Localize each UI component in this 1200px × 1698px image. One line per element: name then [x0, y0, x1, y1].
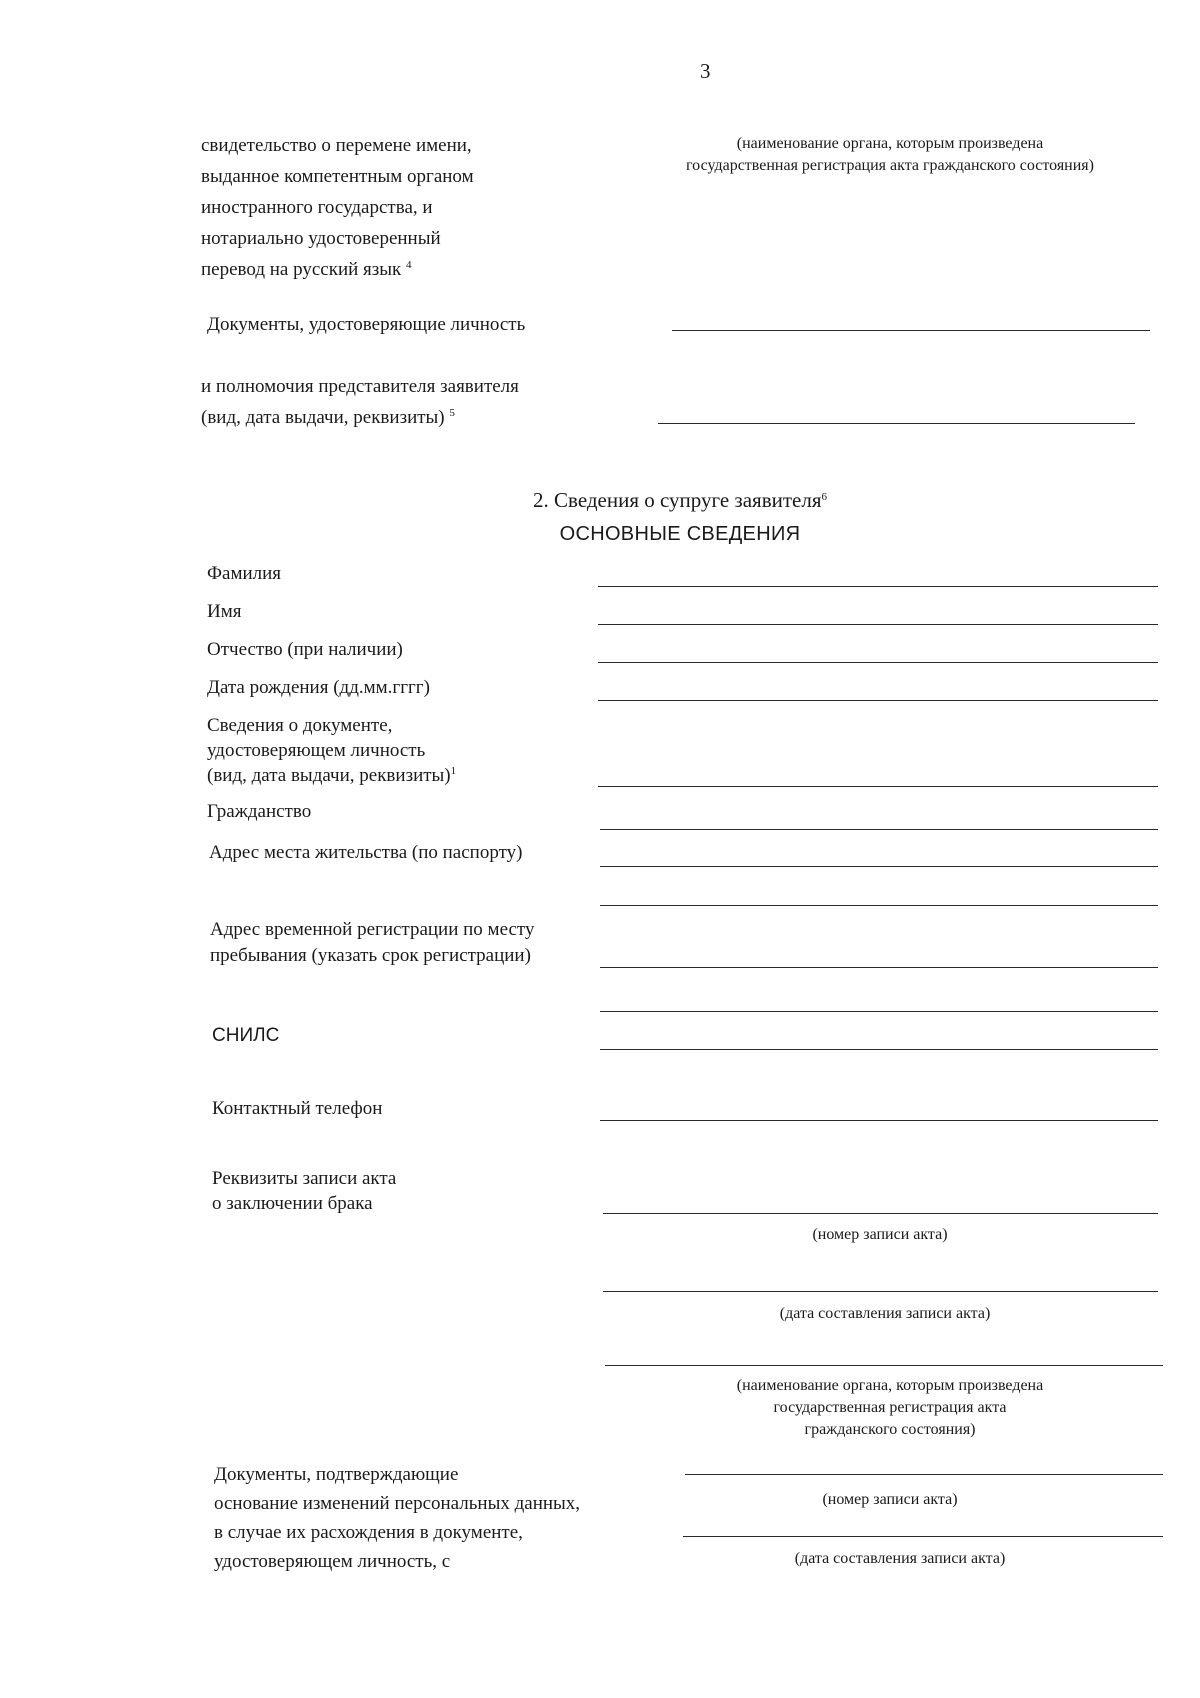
- id-doc-line-2: удостоверяющем личность: [207, 740, 426, 761]
- snils-field[interactable]: [600, 1049, 1158, 1050]
- top-block-line-3: иностранного государства, и: [201, 197, 433, 218]
- patronymic-field[interactable]: [598, 662, 1158, 663]
- section-subtitle: ОСНОВНЫЕ СВЕДЕНИЯ: [559, 523, 801, 545]
- change-docs-line-2: основание изменений персональных данных,: [214, 1493, 581, 1514]
- change-docs-line-4: удостоверяющем личность, с: [214, 1551, 451, 1572]
- marriage-line-1: Реквизиты записи акта: [212, 1168, 397, 1189]
- change-docs-number-caption: (номер записи акта): [822, 1491, 958, 1508]
- temp-reg-field-1[interactable]: [600, 967, 1158, 968]
- page-number: 3: [700, 59, 711, 83]
- change-docs-date-caption: (дата составления записи акта): [794, 1550, 1006, 1567]
- surname-field[interactable]: [598, 586, 1158, 587]
- top-block-text: [201, 130, 474, 285]
- marriage-authority-caption: [670, 1375, 1110, 1441]
- address-field-2[interactable]: [600, 905, 1158, 906]
- phone-field[interactable]: [600, 1120, 1158, 1121]
- marriage-record-number-field[interactable]: [603, 1213, 1158, 1214]
- top-block-line-2: выданное компетентным органом: [201, 166, 474, 187]
- top-block-line-1: свидетельство о перемене имени,: [201, 135, 472, 156]
- identity-docs-field[interactable]: [672, 330, 1150, 331]
- top-caption: [640, 133, 1140, 177]
- change-docs-line-1: Документы, подтверждающие: [214, 1464, 459, 1485]
- marriage-record-date-field[interactable]: [603, 1291, 1158, 1292]
- marriage-authority-caption-line-1: (наименование органа, которым произведена: [736, 1377, 1044, 1394]
- marriage-label: [212, 1166, 396, 1216]
- change-docs-number-field[interactable]: [685, 1474, 1163, 1475]
- change-docs-label: [214, 1460, 580, 1576]
- authority-line-2: [201, 402, 519, 433]
- footnote-4: 4: [406, 259, 412, 271]
- temp-reg-field-2[interactable]: [600, 1011, 1158, 1012]
- birth-date-field[interactable]: [598, 700, 1158, 701]
- temp-reg-line-2: пребывания (указать срок регистрации): [210, 945, 531, 966]
- identity-docs-label: Документы, удостоверяющие личность: [207, 314, 526, 335]
- authority-field[interactable]: [658, 423, 1135, 424]
- top-caption-line-2: государственная регистрация акта гражданского состояния): [686, 157, 1094, 174]
- birth-date-label: Дата рождения (дд.мм.гггг): [207, 677, 430, 698]
- citizenship-label: Гражданство: [207, 801, 312, 822]
- temp-reg-line-1: Адрес временной регистрации по месту: [210, 919, 535, 940]
- surname-label: Фамилия: [207, 563, 282, 584]
- top-caption-line-1: (наименование органа, которым произведена: [736, 135, 1044, 152]
- temp-reg-label: [210, 917, 534, 969]
- authority-line-1: и полномочия представителя заявителя: [201, 376, 519, 397]
- citizenship-field[interactable]: [600, 829, 1158, 830]
- address-label: Адрес места жительства (по паспорту): [209, 842, 523, 863]
- top-block-line-5-text: перевод на русский язык: [201, 259, 402, 280]
- id-doc-line-3-text: (вид, дата выдачи, реквизиты): [207, 765, 451, 786]
- id-doc-label: [207, 713, 456, 788]
- footnote-1: 1: [450, 765, 457, 777]
- marriage-record-date-caption: (дата составления записи акта): [779, 1305, 991, 1322]
- top-block-line-4: нотариально удостоверенный: [201, 228, 441, 249]
- patronymic-label: Отчество (при наличии): [207, 639, 403, 660]
- section-title-text: 2. Сведения о супруге заявителя: [533, 488, 822, 512]
- phone-label: Контактный телефон: [212, 1098, 383, 1119]
- marriage-authority-caption-line-2: государственная регистрация акта: [773, 1399, 1007, 1416]
- snils-label: СНИЛС: [212, 1025, 280, 1046]
- section-title: [360, 487, 1000, 514]
- authority-label: [201, 371, 519, 433]
- id-doc-line-3: [207, 763, 456, 788]
- marriage-record-number-caption: (номер записи акта): [812, 1226, 948, 1243]
- marriage-authority-field[interactable]: [605, 1365, 1163, 1366]
- marriage-authority-caption-line-3: гражданского состояния): [804, 1421, 976, 1438]
- top-block-line-5: [201, 254, 474, 285]
- name-label: Имя: [207, 601, 242, 622]
- footnote-5: 5: [449, 407, 455, 419]
- address-field-1[interactable]: [600, 866, 1158, 867]
- name-field[interactable]: [598, 624, 1158, 625]
- change-docs-line-3: в случае их расхождения в документе,: [214, 1522, 523, 1543]
- change-docs-date-field[interactable]: [683, 1536, 1163, 1537]
- id-doc-line-1: Сведения о документе,: [207, 715, 393, 736]
- marriage-line-2: о заключении брака: [212, 1193, 373, 1214]
- authority-line-2-text: (вид, дата выдачи, реквизиты): [201, 407, 445, 428]
- footnote-6: 6: [821, 491, 827, 503]
- id-doc-field[interactable]: [598, 786, 1158, 787]
